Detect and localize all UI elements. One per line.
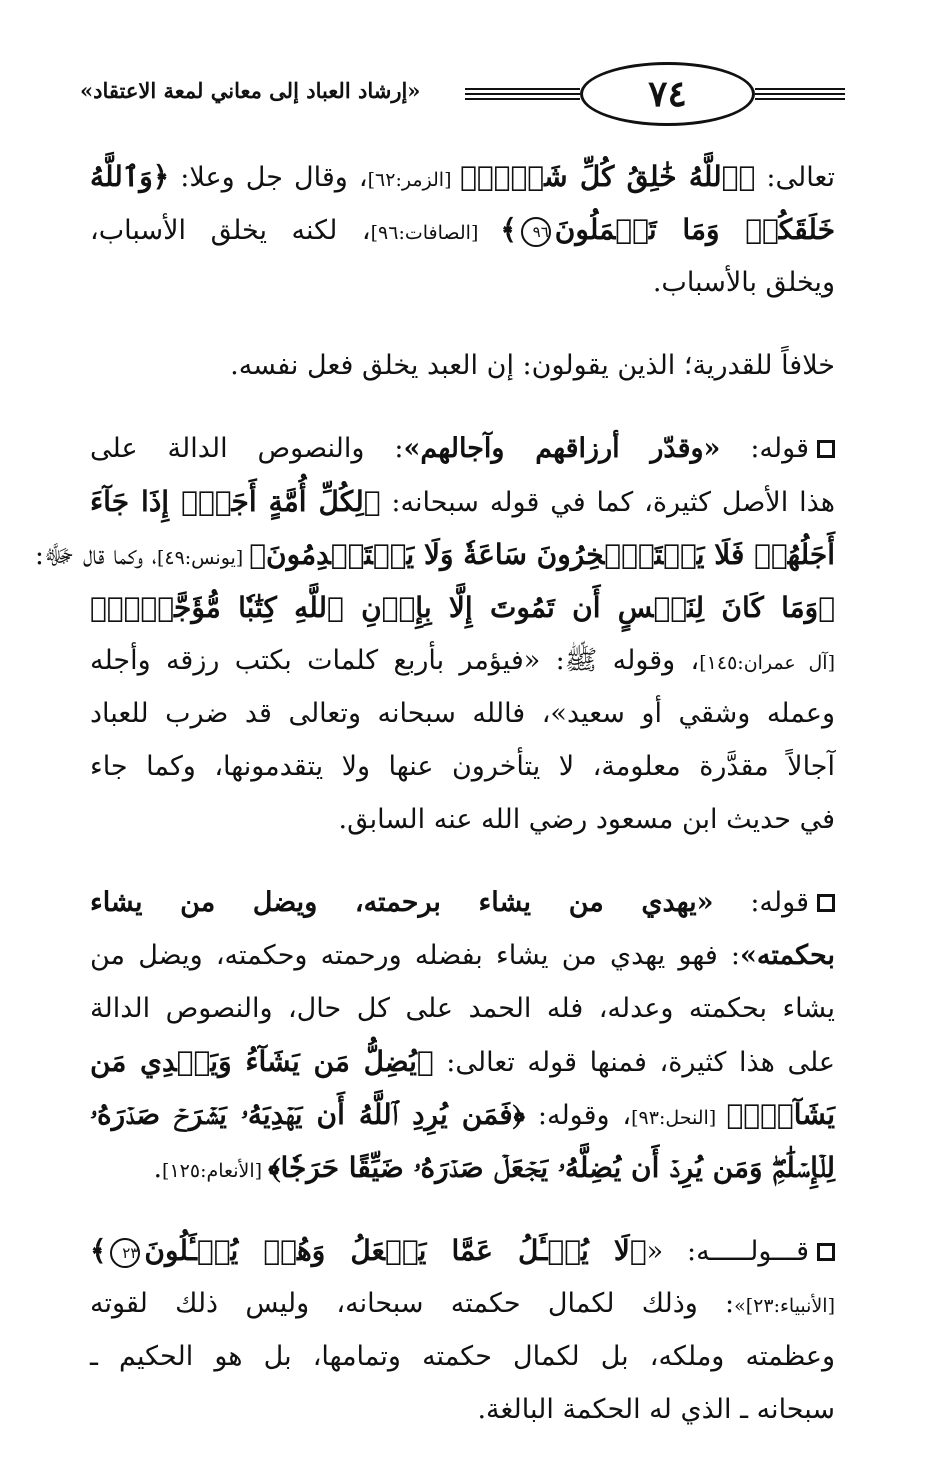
paragraph <box>90 339 835 392</box>
quran-verse: ﴿لِكُلِّ أُمَّةٍ أَجَلٌۚ إِذَا جَآءَ <box>90 485 381 518</box>
quran-verse: أَجَلُهُمۡ فَلَا يَسۡتَـٔۡخِرُونَ سَاعَةٗ وَلَا يَسۡتَقۡدِمُونَ﴾ <box>249 538 835 571</box>
text-line <box>90 740 835 793</box>
text-segment: في حديث ابن مسعود رضي الله عنه السابق. <box>338 804 835 835</box>
paragraph <box>34 422 836 846</box>
checkbox-icon <box>817 1243 835 1261</box>
page-body <box>34 150 836 1466</box>
text-segment: خلافاً للقدرية؛ الذين يقولون: إن العبد يخلق فعل نفسه. <box>230 350 835 381</box>
page-header <box>80 60 840 120</box>
text-segment: وعظمته وملكه، بل لكمال حكمته وتمامها، بل هو الحكيم ـ <box>90 1341 835 1372</box>
text-segment: على هذا كثيرة، فمنها قوله تعالى: <box>433 1047 836 1078</box>
quran-verse: ﴿لَا يُسۡـَٔلُ عَمَّا يَفۡعَلُ وَهُمۡ يُسۡـَٔلُونَ <box>144 1234 647 1267</box>
text-line <box>90 256 835 309</box>
text-segment: يشاء بحكمته وعدله، فله الحمد على كل حال، والنصوص الدالة <box>90 993 835 1024</box>
verse-reference: [الزمر:٦٢] <box>367 169 461 191</box>
text-segment: هذا الأصل كثيرة، كما في قوله سبحانه: <box>380 487 836 518</box>
ayah-number-icon: ٢٣ <box>110 1238 140 1268</box>
quran-verse: يَشَآءُۚ﴾ <box>726 1098 836 1131</box>
quran-verse: ﴿ٱللَّهُ خَٰلِقُ كُلِّ شَيۡءٖ﴾ <box>460 160 756 193</box>
text-line <box>90 1330 835 1383</box>
bold-heading: «يهدي من يشاء برحمته، ويضل من يشاء <box>90 887 714 918</box>
text-line <box>90 793 835 846</box>
text-line <box>90 1141 835 1194</box>
header-rule <box>465 93 580 95</box>
verse-reference: [الأنبياء:٢٣]» <box>734 1295 835 1317</box>
header-rule <box>755 88 845 90</box>
page-number: ٧٤ <box>580 62 755 126</box>
checkbox-icon <box>817 894 835 912</box>
verse-reference: [آل عمران:١٤٥] <box>699 652 835 674</box>
text-segment: ، لكنه يخلق الأسباب، <box>90 215 371 246</box>
paragraph <box>90 876 835 1194</box>
quran-verse: خَلَقَكُمۡ وَمَا تَعۡمَلُونَ <box>554 213 836 246</box>
text-line <box>90 876 835 929</box>
text-segment: سبحانه ـ الذي له الحكمة البالغة. <box>477 1394 835 1425</box>
text-line <box>34 528 835 581</box>
header-rule <box>465 88 580 90</box>
text-segment: : والنصوص الدالة على <box>90 433 404 464</box>
quran-verse: ﴾ <box>500 213 517 246</box>
text-segment: : فهو يهدي من يشاء بفضله ورحمته وحكمته، ويضل من <box>90 940 741 971</box>
verse-reference: [الصافات:٩٦] <box>370 222 501 244</box>
header-rule <box>755 93 845 95</box>
text-line <box>90 581 835 634</box>
text-line <box>90 1277 835 1330</box>
header-rule <box>755 98 845 100</box>
text-segment: ، وكما قال ﷻ: <box>34 540 157 571</box>
quran-verse: ﴿يُضِلُّ مَن يَشَآءُ وَيَهۡدِي مَن <box>90 1045 434 1078</box>
text-segment: ، وقال جل وعلا: <box>169 162 368 193</box>
verse-reference: [النحل:٩٣] <box>631 1107 727 1129</box>
checkbox-icon <box>817 440 835 458</box>
verse-reference: [الأنعام:١٢٥] <box>162 1160 269 1182</box>
text-line <box>90 1035 835 1088</box>
text-line <box>90 339 835 392</box>
verse-reference: [يونس:٤٩] <box>156 547 250 569</box>
text-line <box>90 1383 835 1436</box>
quran-verse: ﴿فَمَن يُرِدِ ٱللَّهُ أَن يَهۡدِيَهُۥ يَشۡرَحۡ صَدۡرَهُۥ <box>90 1098 526 1131</box>
quran-verse: ﴿وَٱللَّهُ <box>90 160 170 193</box>
text-segment: قوله: <box>720 433 809 464</box>
text-line <box>90 422 835 475</box>
paragraph <box>90 1224 835 1436</box>
header-rule <box>465 98 580 100</box>
text-segment: قـــولـــــه: « <box>646 1236 809 1267</box>
text-segment: وعمله وشقي أو سعيد»، فالله سبحانه وتعالى قد ضرب للعباد <box>90 698 835 729</box>
text-segment: ، وقوله ﷺ: «فيؤمر بأربع كلمات بكتب رزقه وأجله <box>90 645 700 676</box>
text-segment: ، وقوله: <box>525 1100 632 1131</box>
bold-heading: بحكمته» <box>740 940 835 971</box>
text-segment: ويخلق بالأسباب. <box>652 267 835 298</box>
ayah-number-icon: ٩٦ <box>521 217 551 247</box>
text-line <box>90 1088 835 1141</box>
text-line <box>90 475 835 528</box>
bold-heading: «وقدّر أرزاقهم وآجالهم» <box>403 433 721 464</box>
text-segment: : وذلك لكمال حكمته سبحانه، وليس ذلك لقوته <box>90 1288 735 1319</box>
text-line <box>90 634 835 687</box>
quran-verse: ﴾ <box>90 1234 107 1267</box>
text-segment: آجالاً مقدَّرة معلومة، لا يتأخرون عنها ولا يتقدمونها، وكما جاء <box>90 751 835 782</box>
text-line <box>90 150 835 203</box>
running-title: «إرشاد العباد إلى معاني لمعة الاعتقاد» <box>80 78 421 103</box>
text-line <box>90 203 835 256</box>
text-segment: تعالى: <box>755 162 835 193</box>
text-line <box>90 982 835 1035</box>
quran-verse: ﴿وَمَا كَانَ لِنَفۡسٍ أَن تَمُوتَ إِلَّا بِإِذۡنِ ٱللَّهِ كِتَٰبٗا مُّؤَجَّلٗاۗ﴾ <box>90 591 835 624</box>
paragraph <box>90 150 835 309</box>
text-line <box>90 1224 835 1277</box>
text-segment: . <box>153 1153 163 1184</box>
text-segment: قوله: <box>713 887 809 918</box>
quran-verse: لِلۡإِسۡلَٰمِۖ وَمَن يُرِدۡ أَن يُضِلَّهُۥ يَجۡعَلۡ صَدۡرَهُۥ ضَيِّقًا حَرَجٗا﴾ <box>268 1151 835 1184</box>
text-line <box>90 929 835 982</box>
text-line <box>90 687 835 740</box>
